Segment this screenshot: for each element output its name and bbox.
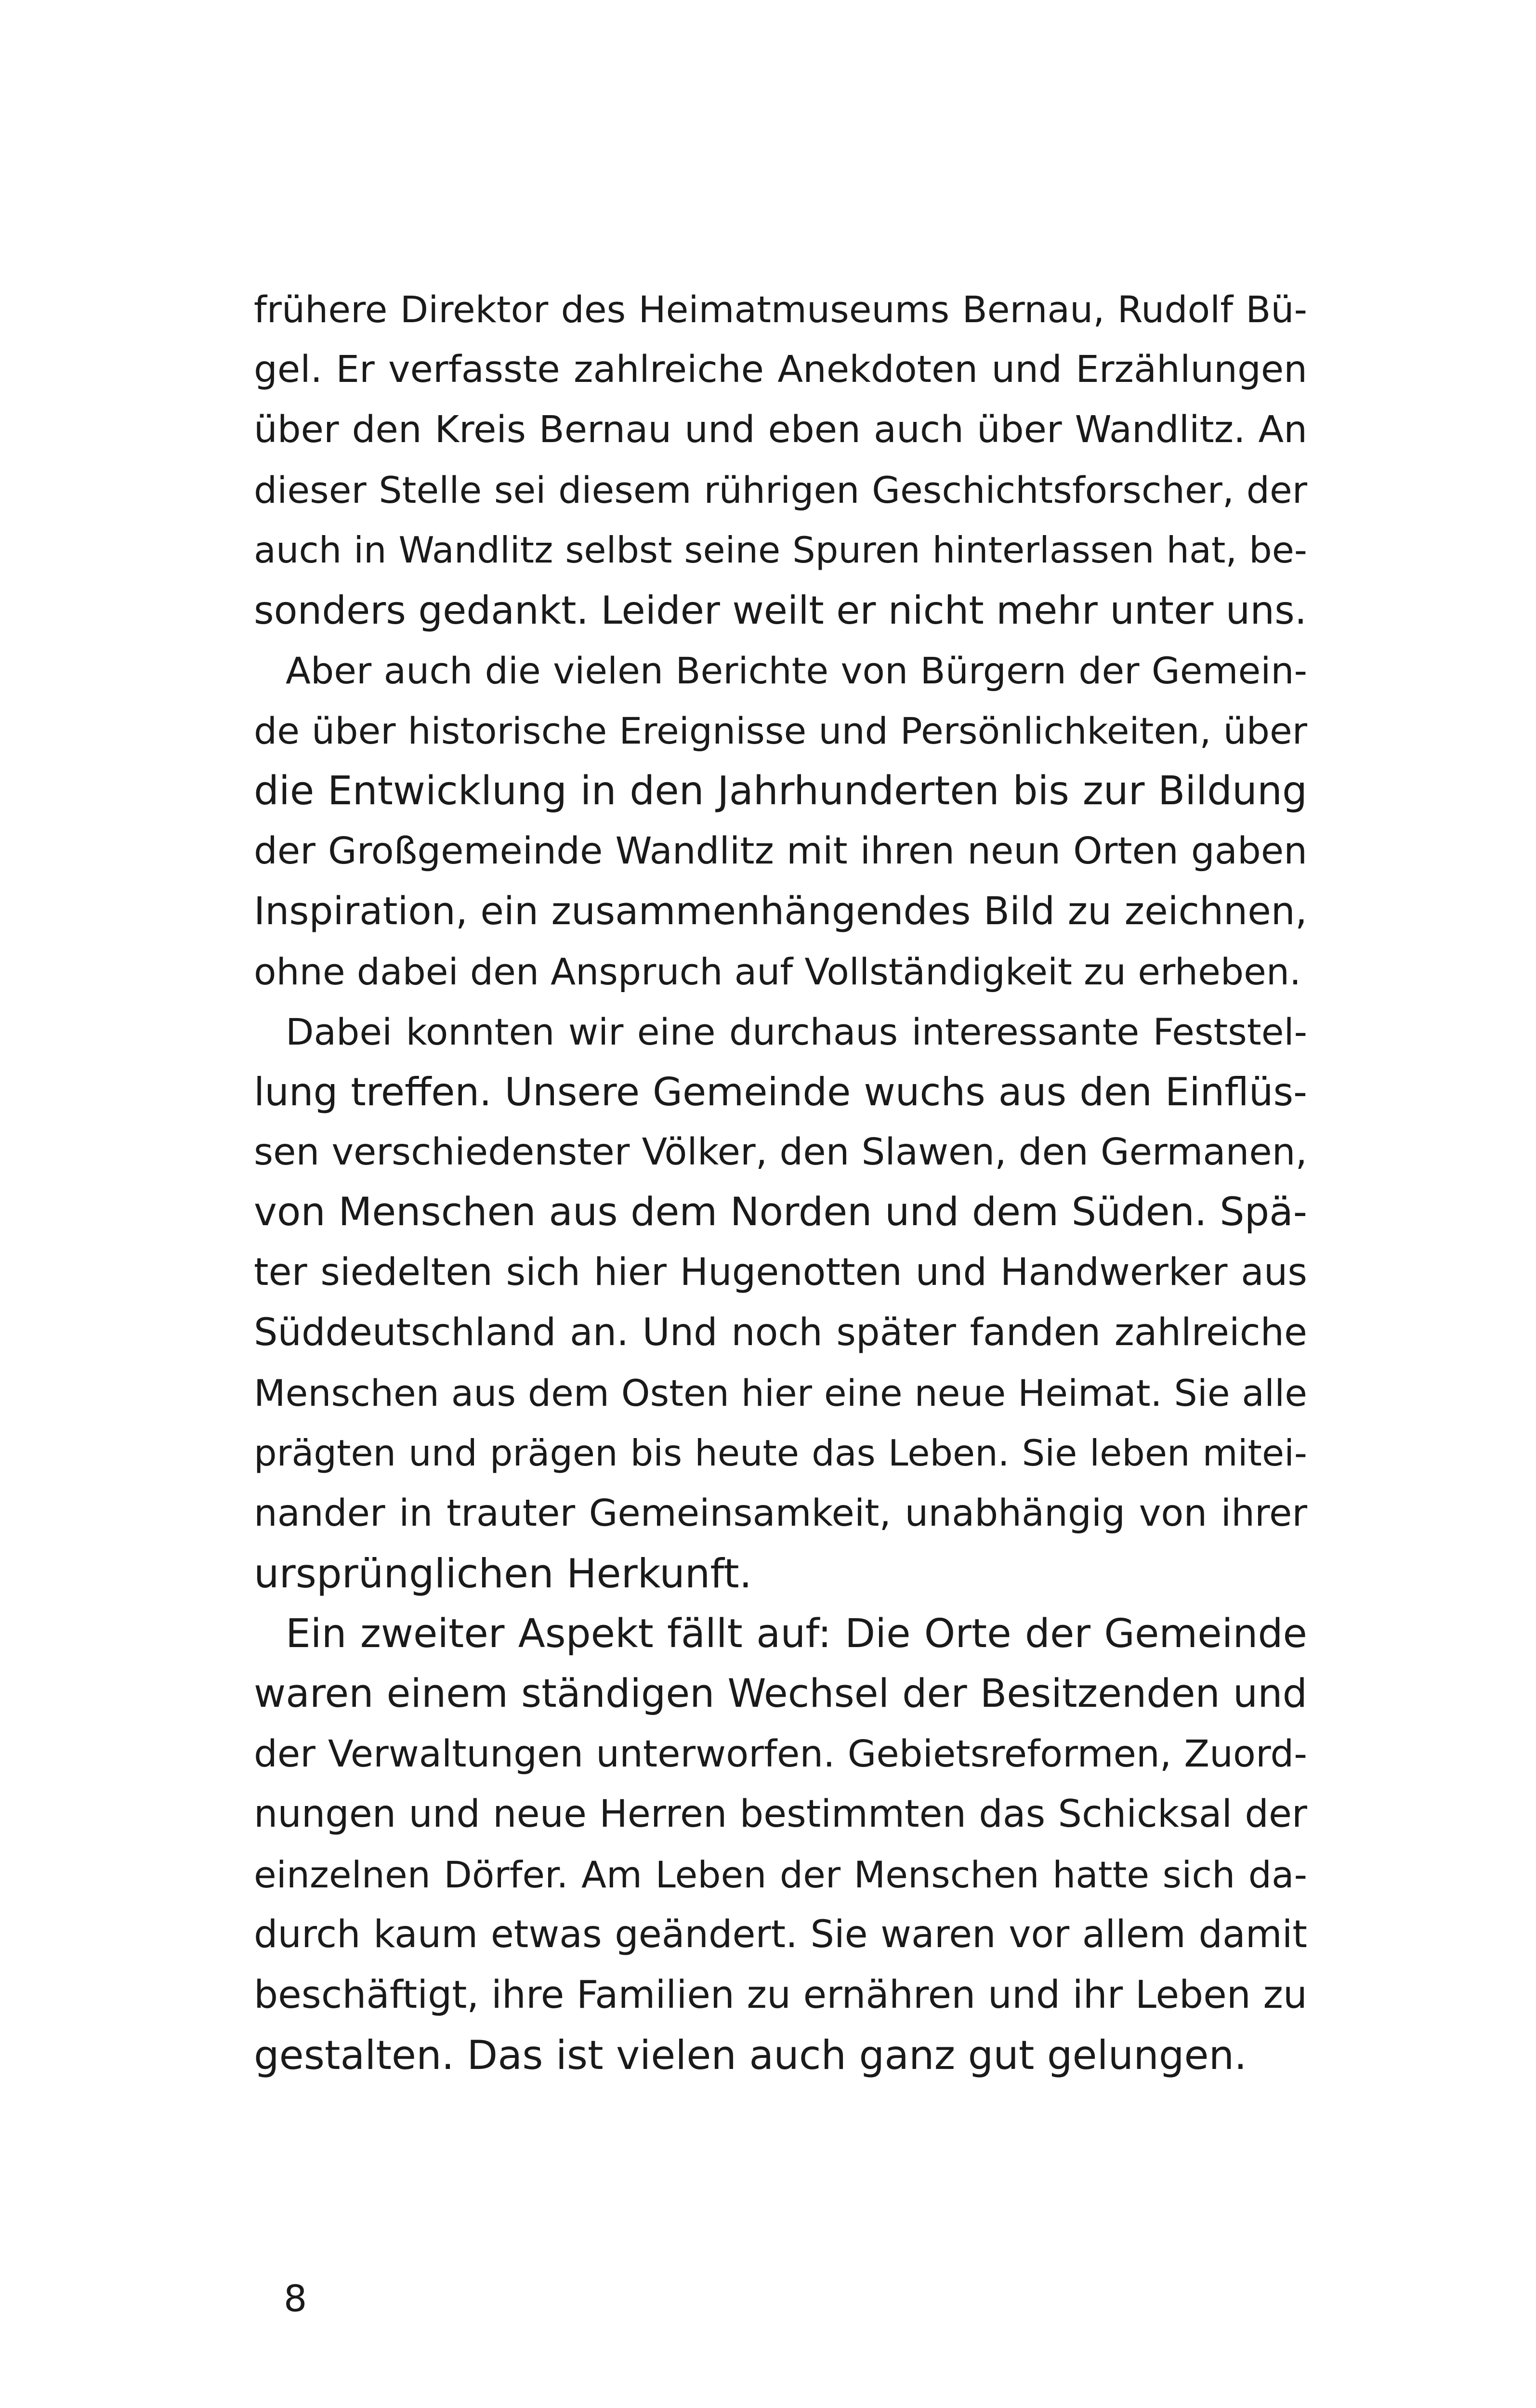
text-line: durch kaum etwas geändert. Sie waren vor allem damit <box>254 1913 1307 1956</box>
text-line: de über historische Ereignisse und Persönlichkeiten, über <box>254 709 1307 752</box>
text-line: sonders gedankt. Leider weilt er nicht mehr unter uns. <box>254 588 1307 633</box>
text-line: Süddeutschland an. Und noch später fanden zahlreiche <box>254 1311 1307 1354</box>
text-line: Ein zweiter Aspekt fällt auf: Die Orte der Gemeinde <box>286 1611 1307 1657</box>
text-line: die Entwicklung in den Jahrhunderten bis zur Bildung <box>254 768 1307 814</box>
text-line: frühere Direktor des Heimatmuseums Bernau, Rudolf Bü- <box>254 288 1307 331</box>
text-line: Inspiration, ein zusammenhängendes Bild zu zeichnen, <box>254 889 1307 933</box>
text-line: von Menschen aus dem Norden und dem Süden. Spä- <box>254 1190 1307 1235</box>
text-line: gel. Er verfasste zahlreiche Anekdoten und Erzählungen <box>254 348 1307 391</box>
body-text <box>254 279 1307 2085</box>
text-line: nungen und neue Herren bestimmten das Schicksal der <box>254 1793 1307 1836</box>
text-line: beschäftigt, ihre Familien zu ernähren und ihr Leben zu <box>254 1973 1307 2017</box>
text-line: prägten und prägen bis heute das Leben. Sie leben mitei- <box>254 1432 1307 1474</box>
text-line: lung treffen. Unsere Gemeinde wuchs aus den Einflüs- <box>254 1070 1307 1114</box>
text-line: der Großgemeinde Wandlitz mit ihren neun Orten gaben <box>254 830 1307 873</box>
text-line: nander in trauter Gemeinsamkeit, unabhängig von ihrer <box>254 1492 1307 1535</box>
text-line: Aber auch die vielen Berichte von Bürgern der Gemein- <box>286 649 1307 692</box>
text-line: ursprünglichen Herkunft. <box>254 1550 752 1597</box>
text-line: waren einem ständigen Wechsel der Besitzenden und <box>254 1671 1307 1716</box>
text-line: über den Kreis Bernau und eben auch über Wandlitz. An <box>254 408 1307 451</box>
text-line: auch in Wandlitz selbst seine Spuren hinterlassen hat, be- <box>254 529 1307 571</box>
text-line: ohne dabei den Anspruch auf Vollständigkeit zu erheben. <box>254 950 1301 993</box>
text-line: Dabei konnten wir eine durchaus interessante Feststel- <box>286 1010 1307 1053</box>
text-line: dieser Stelle sei diesem rührigen Geschichtsforscher, der <box>254 469 1307 511</box>
text-line: einzelnen Dörfer. Am Leben der Menschen hatte sich da- <box>254 1853 1307 1896</box>
text-line: gestalten. Das ist vielen auch ganz gut gelungen. <box>254 2032 1247 2079</box>
text-line: sen verschiedenster Völker, den Slawen, den Germanen, <box>254 1131 1307 1174</box>
page-number: 8 <box>284 2277 307 2320</box>
text-line: der Verwaltungen unterworfen. Gebietsreformen, Zuord- <box>254 1733 1307 1776</box>
text-line: Menschen aus dem Osten hier eine neue Heimat. Sie alle <box>254 1372 1307 1414</box>
text-line: ter siedelten sich hier Hugenotten und Handwerker aus <box>254 1251 1307 1294</box>
